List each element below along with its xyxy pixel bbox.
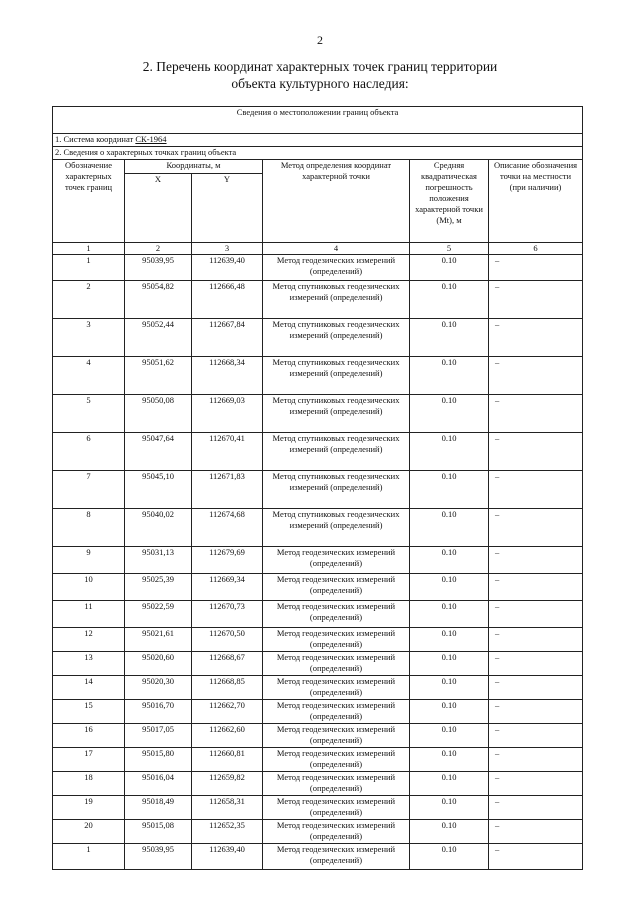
method: Метод спутниковых геодезических измерений (определений)	[263, 357, 410, 395]
header-x: X	[125, 174, 192, 243]
y-coordinate: 112667,84	[192, 319, 263, 357]
method: Метод геодезических измерений (определений)	[263, 652, 410, 676]
x-coordinate: 95047,64	[125, 433, 192, 471]
y-coordinate: 112669,34	[192, 574, 263, 601]
table-row	[53, 255, 583, 281]
description: –	[489, 652, 583, 676]
header-method: Метод определения координат характерной точки	[263, 160, 410, 243]
error-value: 0.10	[410, 700, 489, 724]
y-coordinate: 112679,69	[192, 547, 263, 574]
method: Метод спутниковых геодезических измерений (определений)	[263, 509, 410, 547]
description: –	[489, 281, 583, 319]
error-value: 0.10	[410, 509, 489, 547]
x-coordinate: 95054,82	[125, 281, 192, 319]
description: –	[489, 319, 583, 357]
y-coordinate: 112668,67	[192, 652, 263, 676]
method: Метод спутниковых геодезических измерений (определений)	[263, 471, 410, 509]
description: –	[489, 395, 583, 433]
error-value: 0.10	[410, 820, 489, 844]
error-value: 0.10	[410, 844, 489, 870]
method: Метод спутниковых геодезических измерений (определений)	[263, 319, 410, 357]
table-row	[53, 628, 583, 652]
point-number: 2	[53, 281, 125, 319]
y-coordinate: 112668,85	[192, 676, 263, 700]
y-coordinate: 112652,35	[192, 820, 263, 844]
error-value: 0.10	[410, 724, 489, 748]
x-coordinate: 95020,30	[125, 676, 192, 700]
table-row	[53, 547, 583, 574]
method: Метод геодезических измерений (определений)	[263, 772, 410, 796]
column-number: 3	[192, 243, 263, 255]
x-coordinate: 95052,44	[125, 319, 192, 357]
table-row	[53, 509, 583, 547]
table-row	[53, 471, 583, 509]
table-row	[53, 796, 583, 820]
y-coordinate: 112662,60	[192, 724, 263, 748]
method: Метод спутниковых геодезических измерений (определений)	[263, 433, 410, 471]
x-coordinate: 95018,49	[125, 796, 192, 820]
point-number: 13	[53, 652, 125, 676]
table-row	[53, 319, 583, 357]
error-value: 0.10	[410, 574, 489, 601]
error-value: 0.10	[410, 652, 489, 676]
error-value: 0.10	[410, 748, 489, 772]
x-coordinate: 95015,08	[125, 820, 192, 844]
header-y: Y	[192, 174, 263, 243]
table-row	[53, 844, 583, 870]
document-title	[0, 58, 640, 92]
method: Метод геодезических измерений (определений)	[263, 574, 410, 601]
column-number: 2	[125, 243, 192, 255]
x-coordinate: 95022,59	[125, 601, 192, 628]
error-value: 0.10	[410, 772, 489, 796]
table-row	[53, 724, 583, 748]
column-numbers-row	[53, 243, 583, 255]
x-coordinate: 95050,08	[125, 395, 192, 433]
y-coordinate: 112639,40	[192, 255, 263, 281]
table-row	[53, 574, 583, 601]
table-row	[53, 357, 583, 395]
table-row	[53, 676, 583, 700]
y-coordinate: 112674,68	[192, 509, 263, 547]
table-row	[53, 433, 583, 471]
error-value: 0.10	[410, 319, 489, 357]
description: –	[489, 772, 583, 796]
point-number: 8	[53, 509, 125, 547]
x-coordinate: 95016,70	[125, 700, 192, 724]
x-coordinate: 95039,95	[125, 255, 192, 281]
y-coordinate: 112662,70	[192, 700, 263, 724]
point-number: 3	[53, 319, 125, 357]
method: Метод спутниковых геодезических измерений (определений)	[263, 281, 410, 319]
table-row	[53, 820, 583, 844]
point-number: 12	[53, 628, 125, 652]
table-row	[53, 395, 583, 433]
section-title: Сведения о местоположении границ объекта	[53, 107, 583, 134]
y-coordinate: 112660,81	[192, 748, 263, 772]
point-number: 5	[53, 395, 125, 433]
point-number: 7	[53, 471, 125, 509]
error-value: 0.10	[410, 628, 489, 652]
method: Метод геодезических измерений (определений)	[263, 255, 410, 281]
coordinate-system-row	[53, 134, 583, 147]
error-value: 0.10	[410, 471, 489, 509]
y-coordinate: 112670,41	[192, 433, 263, 471]
description: –	[489, 820, 583, 844]
column-number: 5	[410, 243, 489, 255]
point-number: 9	[53, 547, 125, 574]
error-value: 0.10	[410, 796, 489, 820]
error-value: 0.10	[410, 357, 489, 395]
point-number: 20	[53, 820, 125, 844]
description: –	[489, 547, 583, 574]
description: –	[489, 796, 583, 820]
y-coordinate: 112669,03	[192, 395, 263, 433]
table-row	[53, 652, 583, 676]
method: Метод геодезических измерений (определений)	[263, 676, 410, 700]
method: Метод геодезических измерений (определений)	[263, 601, 410, 628]
error-value: 0.10	[410, 433, 489, 471]
point-number: 4	[53, 357, 125, 395]
y-coordinate: 112670,73	[192, 601, 263, 628]
x-coordinate: 95020,60	[125, 652, 192, 676]
error-value: 0.10	[410, 676, 489, 700]
point-number: 14	[53, 676, 125, 700]
column-number: 1	[53, 243, 125, 255]
x-coordinate: 95031,13	[125, 547, 192, 574]
y-coordinate: 112659,82	[192, 772, 263, 796]
table-row	[53, 601, 583, 628]
error-value: 0.10	[410, 601, 489, 628]
y-coordinate: 112666,48	[192, 281, 263, 319]
point-number: 10	[53, 574, 125, 601]
description: –	[489, 601, 583, 628]
x-coordinate: 95039,95	[125, 844, 192, 870]
points-section-title: 2. Сведения о характерных точках границ объекта	[53, 147, 583, 160]
point-number: 15	[53, 700, 125, 724]
description: –	[489, 844, 583, 870]
point-number: 16	[53, 724, 125, 748]
description: –	[489, 748, 583, 772]
coordinate-system-label: 1. Система координат	[55, 134, 134, 144]
description: –	[489, 471, 583, 509]
method: Метод геодезических измерений (определений)	[263, 628, 410, 652]
method: Метод геодезических измерений (определений)	[263, 724, 410, 748]
y-coordinate: 112671,83	[192, 471, 263, 509]
error-value: 0.10	[410, 255, 489, 281]
table-row	[53, 700, 583, 724]
point-number: 18	[53, 772, 125, 796]
x-coordinate: 95051,62	[125, 357, 192, 395]
coordinates-table	[52, 106, 583, 870]
y-coordinate: 112639,40	[192, 844, 263, 870]
x-coordinate: 95015,80	[125, 748, 192, 772]
point-number: 11	[53, 601, 125, 628]
y-coordinate: 112670,50	[192, 628, 263, 652]
header-description: Описание обозначения точки на местности (при наличии)	[489, 160, 583, 243]
title-line-2: объекта культурного наследия:	[231, 76, 409, 91]
error-value: 0.10	[410, 395, 489, 433]
point-number: 1	[53, 255, 125, 281]
x-coordinate: 95040,02	[125, 509, 192, 547]
x-coordinate: 95045,10	[125, 471, 192, 509]
method: Метод геодезических измерений (определений)	[263, 700, 410, 724]
description: –	[489, 255, 583, 281]
page-number: 2	[317, 33, 323, 47]
point-number: 1	[53, 844, 125, 870]
point-number: 19	[53, 796, 125, 820]
description: –	[489, 509, 583, 547]
y-coordinate: 112668,34	[192, 357, 263, 395]
header-error: Средняя квадратическая погрешность положения характерной точки (Mt), м	[410, 160, 489, 243]
x-coordinate: 95016,04	[125, 772, 192, 796]
error-value: 0.10	[410, 281, 489, 319]
column-number: 4	[263, 243, 410, 255]
column-number: 6	[489, 243, 583, 255]
method: Метод геодезических измерений (определений)	[263, 796, 410, 820]
description: –	[489, 628, 583, 652]
table-row	[53, 772, 583, 796]
table-row	[53, 748, 583, 772]
description: –	[489, 433, 583, 471]
description: –	[489, 357, 583, 395]
y-coordinate: 112658,31	[192, 796, 263, 820]
method: Метод геодезических измерений (определений)	[263, 547, 410, 574]
header-point-designation: Обозначение характерных точек границ	[53, 160, 125, 243]
method: Метод геодезических измерений (определений)	[263, 844, 410, 870]
method: Метод геодезических измерений (определений)	[263, 748, 410, 772]
x-coordinate: 95017,05	[125, 724, 192, 748]
point-number: 17	[53, 748, 125, 772]
x-coordinate: 95021,61	[125, 628, 192, 652]
error-value: 0.10	[410, 547, 489, 574]
point-number: 6	[53, 433, 125, 471]
description: –	[489, 724, 583, 748]
title-line-1: 2. Перечень координат характерных точек границ территории	[142, 59, 498, 74]
description: –	[489, 700, 583, 724]
method: Метод геодезических измерений (определений)	[263, 820, 410, 844]
description: –	[489, 574, 583, 601]
coordinate-system-value: СК-1964	[135, 134, 167, 144]
description: –	[489, 676, 583, 700]
header-coordinates: Координаты, м	[125, 160, 263, 174]
table-row	[53, 281, 583, 319]
method: Метод спутниковых геодезических измерений (определений)	[263, 395, 410, 433]
x-coordinate: 95025,39	[125, 574, 192, 601]
